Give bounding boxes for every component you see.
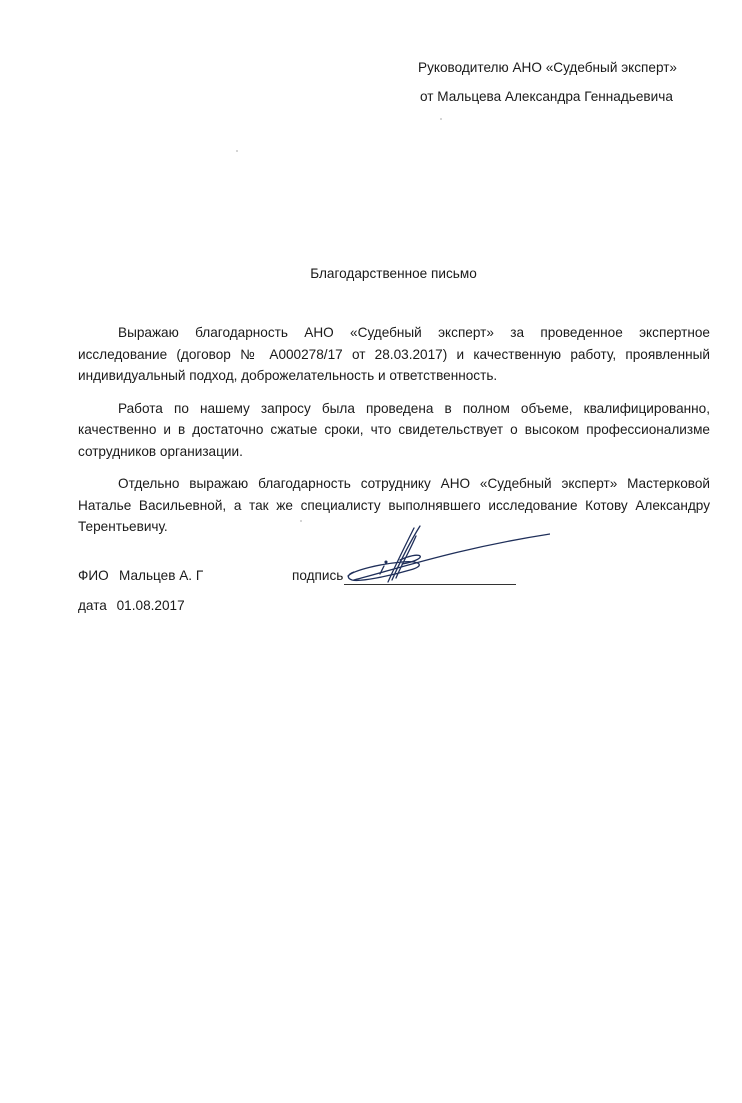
paragraph-quality: Работа по нашему запросу была проведена в полном объеме, квалифицированно, качественно и в достаточно сжатые сроки, что свидетельствует о высоком профессионализме сотрудников организации. [78, 400, 710, 459]
addressee-sender: от Мальцева Александра Геннадьевича [420, 89, 673, 104]
scan-speck [236, 150, 238, 152]
scan-speck [440, 118, 442, 120]
paragraph-staff-thanks: Отдельно выражаю благодарность сотруднику АНО «Судебный эксперт» Мастерковой Наталье Васильевной, а так же специалисту выполнявшего исследование Котову Александру Терентьевичу. [78, 476, 710, 534]
addressee-block [418, 53, 677, 111]
letter-title: Благодарственное письмо [310, 266, 477, 281]
scan-speck [300, 520, 302, 522]
fio-label: ФИО [78, 568, 109, 583]
paragraph-gratitude: Выражаю благодарность АНО «Судебный эксперт» за проведенное экспертное исследование (договор № А000278/17 от 28.03.2017) и качественную работу, проявленный индивидуальный подход, доброжелательность и ответственность. [78, 325, 710, 383]
fio-value: Мальцев А. Г [119, 568, 204, 583]
letter-body [78, 322, 710, 549]
date-value: 01.08.2017 [116, 598, 185, 613]
handwritten-signature-icon [340, 520, 550, 590]
date-row [78, 598, 185, 613]
date-label: дата [78, 598, 107, 613]
addressee-recipient: Руководителю АНО «Судебный эксперт» [418, 60, 677, 75]
signature-label: подпись [292, 568, 344, 583]
